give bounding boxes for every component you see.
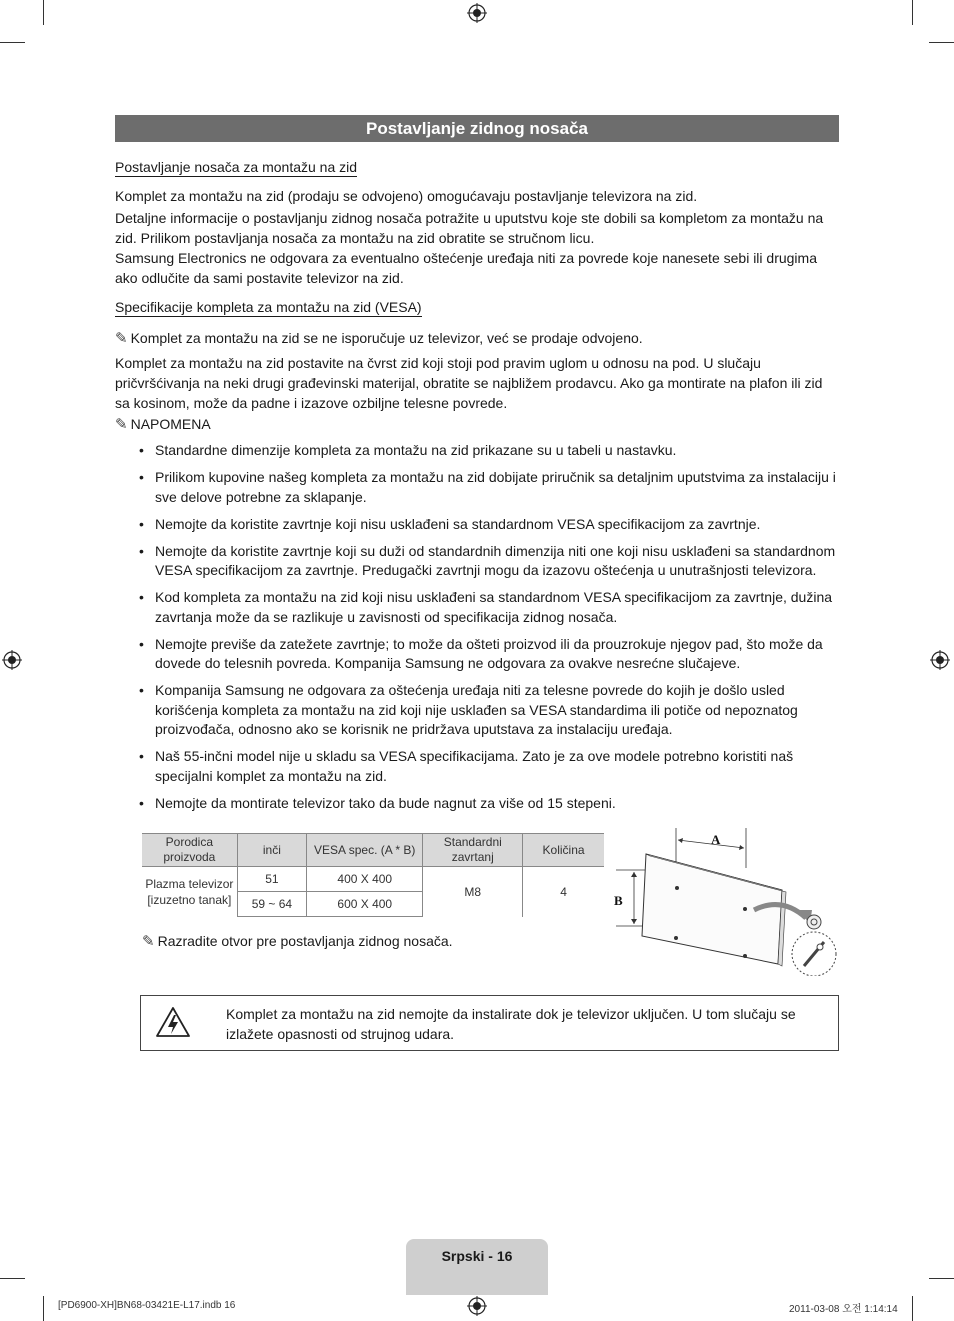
registration-mark-icon	[2, 650, 22, 670]
dimension-label-b: B	[614, 893, 623, 908]
product-family-cell: Plazma televizor [izuzetno tanak]	[142, 867, 237, 917]
pencil-icon: ✎	[115, 330, 128, 347]
note	[115, 328, 643, 349]
screw-cell: M8	[423, 867, 523, 917]
note-bullet-list	[137, 441, 837, 821]
note-text: Razradite otvor pre postavljanja zidnog nosača.	[157, 933, 453, 949]
list-item: • Standardne dimenzije kompleta za montažu na zid prikazane su u tabeli u nastavku.	[137, 441, 837, 461]
electric-shock-warning-icon	[155, 1006, 191, 1038]
crop-mark	[912, 0, 913, 25]
subsection-heading-vesa: Specifikacije kompleta za montažu na zid (VESA)	[115, 299, 422, 315]
paragraph: Detaljne informacije o postavljanju zidnog nosača potražite u uputstvu koje ste dobili sa kompletom za montažu na zid. Prilikom postavljanja nosača za montažu na zid obratite se stručnom licu.	[115, 210, 824, 246]
column-header: inči	[237, 834, 306, 867]
quantity-cell: 4	[523, 867, 604, 917]
list-item: • Nemojte da montirate televizor tako da bude nagnut za više od 15 stepeni.	[137, 794, 837, 814]
file-info: [PD6900-XH]BN68-03421E-L17.indb 16	[58, 1300, 236, 1311]
note-heading	[115, 414, 211, 435]
dimension-label-a: A	[711, 832, 721, 847]
list-item: • Nemojte da koristite zavrtnje koji nisu usklađeni sa standardnom VESA specifikacijom za zavrtnje.	[137, 515, 837, 535]
list-item: • Kompanija Samsung ne odgovara za oštećenja uređaja niti za telesne povrede do kojih je došlo usled korišćenja kompleta za montažu na zid koji nije usklađen sa VESA standardima ili potiče od nepoznatog proizvođača, odnosno ako se korisnik ne pridržava uputstava za instalaciju uređaja.	[137, 681, 837, 740]
column-header: Količina	[523, 834, 604, 867]
column-header: VESA spec. (A * B)	[307, 834, 423, 867]
table-row	[142, 867, 604, 892]
paragraph: Komplet za montažu na zid (prodaju se odvojeno) omogućavaju postavljanje televizora na zid.	[115, 188, 698, 204]
list-item: • Nemojte previše da zatežete zavrtnje; to može da ošteti proizvod ili da prouzrokuje njegov pad, što može da dovede do telesnih povreda. Kompanija Samsung ne odgovara za ovakve nesrećne slučajeve.	[137, 635, 837, 674]
registration-mark-icon	[930, 650, 950, 670]
registration-mark-icon	[467, 3, 487, 23]
timestamp: 2011-03-08 오전 1:14:14	[789, 1304, 898, 1315]
inch-cell: 51	[237, 867, 306, 892]
crop-mark	[929, 1278, 954, 1279]
crop-mark	[929, 42, 954, 43]
note-text: Komplet za montažu na zid se ne isporučuje uz televizor, već se prodaje odvojeno.	[130, 330, 643, 346]
vesa-cell: 400 X 400	[307, 867, 423, 892]
column-header: Porodica proizvoda	[142, 834, 237, 867]
list-item: • Nemojte da koristite zavrtnje koji su duži od standardnih dimenzija niti one koji nisu usklađeni sa standardnom VESA specifikacijom za zavrtnje. Predugački zavrtnji mogu da izazovu oštećenja u unutrašnjosti televizora.	[137, 542, 837, 581]
note-label: NAPOMENA	[130, 416, 211, 432]
section-title: Postavljanje zidnog nosača	[115, 115, 839, 142]
warning-text: Komplet za montažu na zid nemojte da instalirate dok je televizor uključen. U tom slučaju se izlažete opasnosti od strujnog udara.	[226, 1006, 796, 1042]
table-header-row	[142, 834, 604, 867]
vesa-cell: 600 X 400	[307, 892, 423, 917]
paragraph: Komplet za montažu na zid postavite na čvrst zid koji stoji pod pravim uglom u odnosu na pod. U slučaju pričvršćivanja na neki drugi građevinski materijal, obratite se najbližem prodavcu. Ako ga montirate na plafon ili zid sa kosinom, može da padne i izazove ozbiljne telesne povrede.	[115, 355, 823, 411]
list-item: • Naš 55-inčni model nije u skladu sa VESA specifikacijama. Zato je za ove modele potrebno koristiti naš specijalni komplet za montažu na zid.	[137, 747, 837, 786]
note	[142, 931, 453, 952]
registration-mark-icon	[467, 1296, 487, 1316]
wall-mount-diagram	[612, 826, 844, 976]
crop-mark	[43, 0, 44, 25]
crop-mark	[0, 42, 25, 43]
pencil-icon: ✎	[115, 416, 128, 433]
crop-mark	[0, 1278, 25, 1279]
inch-cell: 59 ~ 64	[237, 892, 306, 917]
warning-box	[140, 995, 839, 1051]
pencil-icon: ✎	[142, 933, 155, 950]
paragraph: Samsung Electronics ne odgovara za eventualno oštećenje uređaja niti za povrede koje nanesete sebi ili drugima ako odlučite da sami postavite televizor na zid.	[115, 250, 817, 286]
crop-mark	[43, 1296, 44, 1321]
column-header: Standardni zavrtanj	[423, 834, 523, 867]
crop-mark	[912, 1296, 913, 1321]
subsection-heading-mounting: Postavljanje nosača za montažu na zid	[115, 159, 358, 175]
list-item: • Kod kompleta za montažu na zid koji nisu usklađeni sa standardnom VESA specifikacijom za zavrtnje, dužina zavrtanja može da se razlikuje u zavisnosti od specifikacija zidnog nosača.	[137, 588, 837, 627]
list-item: • Prilikom kupovine našeg kompleta za montažu na zid dobijate priručnik sa detaljnim uputstvima za instalaciju i sve delove potrebne za sklapanje.	[137, 468, 837, 507]
page-number-tab: Srpski - 16	[406, 1239, 548, 1295]
vesa-spec-table	[142, 833, 604, 917]
